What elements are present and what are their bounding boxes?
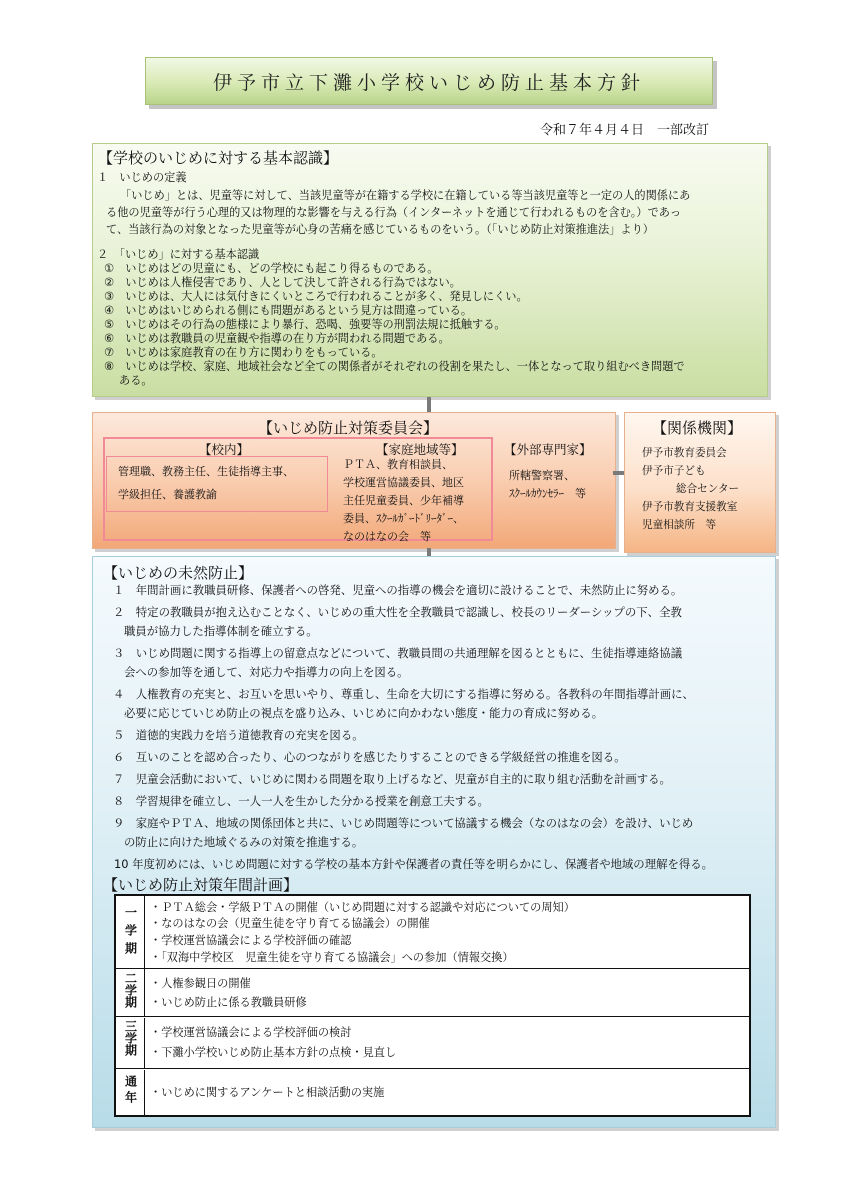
school-label: 【校内】: [199, 442, 250, 457]
prevention-line: 必要に応じていじめ防止の視点を盛り込み、いじめに向かわない態度・能力の育成に努める。: [124, 706, 604, 720]
plan-item: ・なのはなの会（児童生徒を守り育てる協議会）の開催: [150, 917, 430, 930]
basic-recognition-heading: 【学校のいじめに対する基本認識】: [98, 149, 339, 167]
community-member-line: なのはなの会 等: [343, 530, 431, 543]
agency-line: 伊予市教育支援教室: [642, 501, 738, 513]
term-label-second: 二学期: [116, 970, 145, 1016]
agency-line: 伊予市子ども: [642, 465, 706, 477]
definition-line: 「いじめ」とは、児童等に対して、当該児童等が在籍する学校に在籍している等当該児童等と一定の人的関係にあ: [120, 189, 691, 202]
prevention-line: ３ いじめ問題に関する指導上の留意点などについて、教職員間の共通理解を図るとともに、生徒指導連絡協議: [113, 646, 683, 660]
term-label-first: 一学期: [116, 896, 145, 1013]
prevention-line: ４ 人権教育の充実と、お互いを思いやり、尊重し、生命を大切にする指導に努める。各教科の年間指導計画に、: [113, 687, 694, 701]
connector-line: [427, 397, 431, 413]
row-separator: [116, 1016, 749, 1017]
recognition-item: ⑧ いじめは学校、家庭、地域社会など全ての関係者がそれぞれの役割を果たし、一体となって取り組むべき問題で: [104, 360, 685, 373]
plan-item: ・人権参観日の開催: [150, 977, 251, 990]
plan-item: ・いじめ防止に係る教職員研修: [150, 996, 307, 1009]
agency-line: 総合センター: [676, 483, 740, 495]
title-text: 伊予市立下灘小学校いじめ防止基本方針: [212, 71, 645, 94]
page-title: [145, 57, 713, 105]
prevention-line: 10 年度初めには、いじめ問題に対する学校の基本方針や保護者の責任等を明らかにし、保護者や地域の理解を得る。: [114, 857, 714, 871]
recognition-item: ⑥ いじめは教職員の児童観や指導の在り方が問われる問題である。: [104, 332, 450, 345]
prevention-line: ６ 互いのことを認め合ったり、心のつながりを感じたりすることのできる学級経営の推進を図る。: [113, 750, 626, 764]
plan-item: ・学校運営協議会による学校評価の確認: [150, 934, 352, 947]
row-separator: [116, 968, 749, 969]
prevention-line: ５ 道徳的実践力を培う道徳教育の充実を図る。: [113, 728, 364, 742]
experts-line: 所轄警察署、: [509, 469, 575, 482]
community-label: 【家庭地域等】: [376, 442, 464, 457]
term-label-all-year: 通年: [116, 1070, 145, 1115]
prevention-line: １ 年間計画に教職員研修、保護者への啓発、児童への指導の機会を適切に設けることで、未然防止に努める。: [113, 583, 683, 597]
prevention-line: ８ 学習規律を確立し、一人一人を生かした分かる授業を創意工夫する。: [113, 794, 489, 808]
annual-plan-heading: 【いじめ防止対策年間計画】: [103, 876, 299, 894]
experts-label: 【外部専門家】: [504, 442, 592, 457]
recognition-item: ⑤ いじめはその行為の態様により暴行、恐喝、強要等の刑罰法規に抵触する。: [104, 318, 506, 331]
community-member-line: 学校運営協議委員、地区: [343, 476, 464, 489]
revision-date: 令和７年４月４日 一部改訂: [540, 123, 710, 138]
community-member-line: 主任児童委員、少年補導: [343, 494, 464, 507]
recognition-item: ⑦ いじめは家庭教育の在り方に関わりをもっている。: [104, 346, 383, 359]
committee-heading: 【いじめ防止対策委員会】: [258, 419, 439, 437]
school-member-line: 管理職、教務主任、生徒指導主事、: [118, 465, 294, 478]
plan-item: ・ＰＴＡ総会・学級ＰＴＡの開催（いじめ問題に対する認識や対応についての周知）: [150, 901, 575, 914]
recognition-item: ② いじめは人権侵害であり、人として決して許される行為ではない。: [104, 276, 461, 289]
experts-line: ｽｸｰﾙｶｳﾝｾﾗｰ 等: [509, 487, 586, 500]
prevention-heading: 【いじめの未然防止】: [103, 564, 254, 582]
recognition-item: ④ いじめはいじめられる側にも問題があるという見方は間違っている。: [104, 304, 473, 317]
prevention-line: 職員が協力した指導体制を確立する。: [124, 624, 318, 638]
recognition-item: ある。: [119, 374, 153, 387]
prevention-line: ９ 家庭やＰＴＡ、地域の関係団体と共に、いじめ問題等について協議する機会（なのはなの会）を設け、いじめ: [113, 816, 694, 830]
recognition-item: ③ いじめは、大人には気付きにくいところで行われることが多く、発見しにくい。: [104, 290, 528, 303]
prevention-line: ２ 特定の教職員が抱え込むことなく、いじめの重大性を全教職員で認識し、校長のリーダーシップの下、全教: [113, 605, 682, 619]
term-label-third: 三学期: [116, 1018, 145, 1068]
definition-line: て、当該行為の対象となった児童等が心身の苦痛を感じているものをいう。（「いじめ防止対策推進法」より）: [106, 223, 654, 236]
agency-line: 児童相談所 等: [642, 519, 717, 531]
prevention-line: ７ 児童会活動において、いじめに関わる問題を取り上げるなど、児童が自主的に取り組む活動を計画する。: [113, 772, 671, 786]
annual-plan-table: [114, 894, 751, 1117]
community-member-line: ＰＴＡ、教育相談員、: [343, 458, 453, 471]
school-member-line: 学級担任、養護教諭: [118, 488, 217, 501]
recognition-heading: ２ 「いじめ」に対する基本認識: [97, 248, 260, 261]
plan-item: ・「双海中学校区 児童生徒を守り育てる協議会」への参加（情報交換）: [150, 951, 514, 964]
community-member-line: 委員、ｽｸｰﾙｶﾞｰﾄﾞﾘｰﾀﾞｰ、: [343, 512, 464, 525]
agencies-heading: 【関係機関】: [652, 419, 743, 437]
recognition-item: ① いじめはどの児童にも、どの学校にも起こり得るものである。: [104, 262, 439, 275]
row-separator: [116, 1068, 749, 1069]
plan-item: ・学校運営協議会による学校評価の検討: [150, 1026, 352, 1039]
plan-item: ・いじめに関するアンケートと相談活動の実施: [150, 1086, 385, 1099]
definition-line: る他の児童等が行う心理的又は物理的な影響を与える行為（インターネットを通じて行われるものを含む。）であっ: [106, 206, 682, 219]
agency-line: 伊予市教育委員会: [642, 447, 727, 459]
definition-heading: １ いじめの定義: [97, 171, 187, 184]
plan-item: ・下灘小学校いじめ防止基本方針の点検・見直し: [150, 1046, 397, 1059]
prevention-line: 会への参加等を通して、対応力や指導力の向上を図る。: [124, 665, 409, 679]
prevention-line: の防止に向けた地域ぐるみの対策を推進する。: [124, 835, 364, 849]
